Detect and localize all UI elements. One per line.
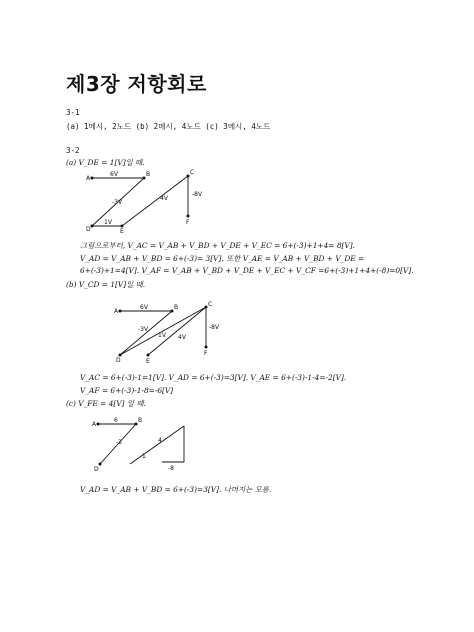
- chapter-title: 제3장 저항회로: [66, 72, 207, 96]
- node-label: D: [116, 357, 121, 364]
- part-a-line-2: V_AD = V_AB + V_BD = 6+(-3)= 3[V]. 또한 V_AE = V_AB + V_BD + V_DE =: [80, 254, 365, 263]
- branch-label: -3V: [138, 326, 149, 333]
- branch-label: 6V: [140, 304, 148, 311]
- part-b-heading: (b) V_CD = 1[V]일 때.: [66, 280, 146, 289]
- problem-3-1-answer: (a) 1메시, 2노드 (b) 2메시, 4노드 (c) 3메시, 4노드: [66, 122, 271, 131]
- branch-label: 1V: [158, 332, 166, 339]
- node-label: A: [92, 421, 97, 428]
- branch-label: 6: [114, 417, 118, 424]
- node-label: A: [114, 308, 119, 315]
- branch-label: -8V: [209, 324, 220, 331]
- branch-label: 4V: [178, 334, 186, 341]
- node-label: A: [86, 175, 91, 182]
- part-a-line-1: 그림으로부터, V_AC = V_AB + V_BD + V_DE + V_EC = 6+(-3)+1+4= 8[V].: [80, 241, 355, 250]
- branch-label: 4V: [160, 195, 168, 202]
- branch-label: 4: [158, 437, 162, 444]
- branch-label: 6V: [110, 171, 118, 178]
- branch-label: 1V: [104, 219, 112, 226]
- part-b-line-1: V_AC = 6+(-3)-1=1[V]. V_AD = 6+(-3)=3[V]. V_AE = 6+(-3)-1-4=-2[V].: [80, 373, 347, 382]
- part-c-heading: (c) V_FE = 4[V] 일 때.: [66, 399, 146, 408]
- problem-3-2-number: 3-2: [66, 146, 80, 155]
- node-label: B: [138, 417, 143, 424]
- node-label: D: [86, 226, 91, 233]
- branch-label: 1: [142, 453, 146, 460]
- diagram-b: [114, 303, 224, 365]
- node-label: B: [146, 171, 151, 178]
- branch-label: -3V: [112, 199, 123, 206]
- branch-label: -3: [116, 439, 122, 446]
- part-c-line-1: V_AD = V_AB + V_BD = 6+(-3)=3[V]. 나머지는 모름.: [80, 485, 272, 494]
- node-label: C: [190, 169, 195, 176]
- node-label: B: [174, 304, 179, 311]
- node-label: D: [94, 466, 99, 473]
- problem-3-1-number: 3-1: [66, 108, 80, 117]
- part-a-line-3: 6+(-3)+1=4[V]. V_AF = V_AB + V_BD + V_DE + V_EC + V_CF =6+(-3)+1+4+(-8)=0[V].: [80, 266, 414, 275]
- node-label: F: [186, 219, 190, 226]
- diagram-c: [92, 418, 202, 474]
- diagram-a: [86, 169, 216, 235]
- branch-label: -8V: [192, 191, 203, 198]
- node-label: E: [120, 228, 124, 235]
- node-label: C: [208, 301, 213, 308]
- node-label: E: [146, 358, 150, 365]
- part-a-heading: (a) V_DE = 1[V]일 때.: [66, 158, 145, 167]
- branch-label: -8: [168, 465, 174, 472]
- part-b-line-2: V_AF = 6+(-3)-1-8=-6[V]: [80, 386, 174, 395]
- node-label: F: [204, 350, 208, 357]
